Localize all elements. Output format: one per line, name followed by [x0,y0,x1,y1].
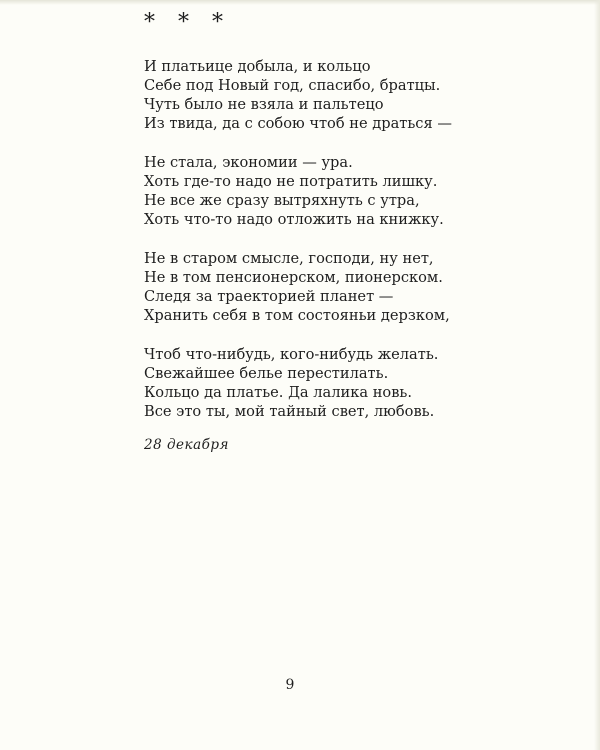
page-top-edge [0,0,600,5]
poem-line: Кольцо да платье. Да лалика новь. [144,384,413,401]
poem-line: Хоть что-то надо отложить на книжку. [144,211,444,228]
poem-line: Не в старом смысле, господи, ну нет, [144,250,434,267]
poem-line: Чуть было не взяла и пальтецо [144,96,384,113]
page-right-edge [594,0,600,750]
poem-line: Следя за траекторией планет — [144,288,394,305]
stanza-4 [144,345,544,421]
poem-line: Себе под Новый год, спасибо, братцы. [144,77,441,94]
poem-line: Все это ты, мой тайный свет, любовь. [144,403,435,420]
poem-line: Не стала, экономии — ура. [144,154,353,171]
poem-line: И платьице добыла, и кольцо [144,58,371,75]
stanza-3 [144,249,544,325]
poem-date: 28 декабря [144,437,229,453]
poem-line: Хранить себя в том состояньи дерзком, [144,307,450,324]
section-ornament: * * * [144,10,231,35]
stanza-2 [144,153,544,229]
poem-line: Из твида, да с собою чтоб не драться — [144,115,452,132]
poem-line: Не все же сразу вытряхнуть с утра, [144,192,420,209]
poem-line: Чтоб что-нибудь, кого-нибудь желать. [144,346,439,363]
stanza-1 [144,57,544,133]
poem-line: Свежайшее белье перестилать. [144,365,389,382]
poem-line: Хоть где-то надо не потратить лишку. [144,173,438,190]
poem-line: Не в том пенсионерском, пионерском. [144,269,443,286]
page-number: 9 [285,677,295,693]
poem-body [144,57,544,441]
